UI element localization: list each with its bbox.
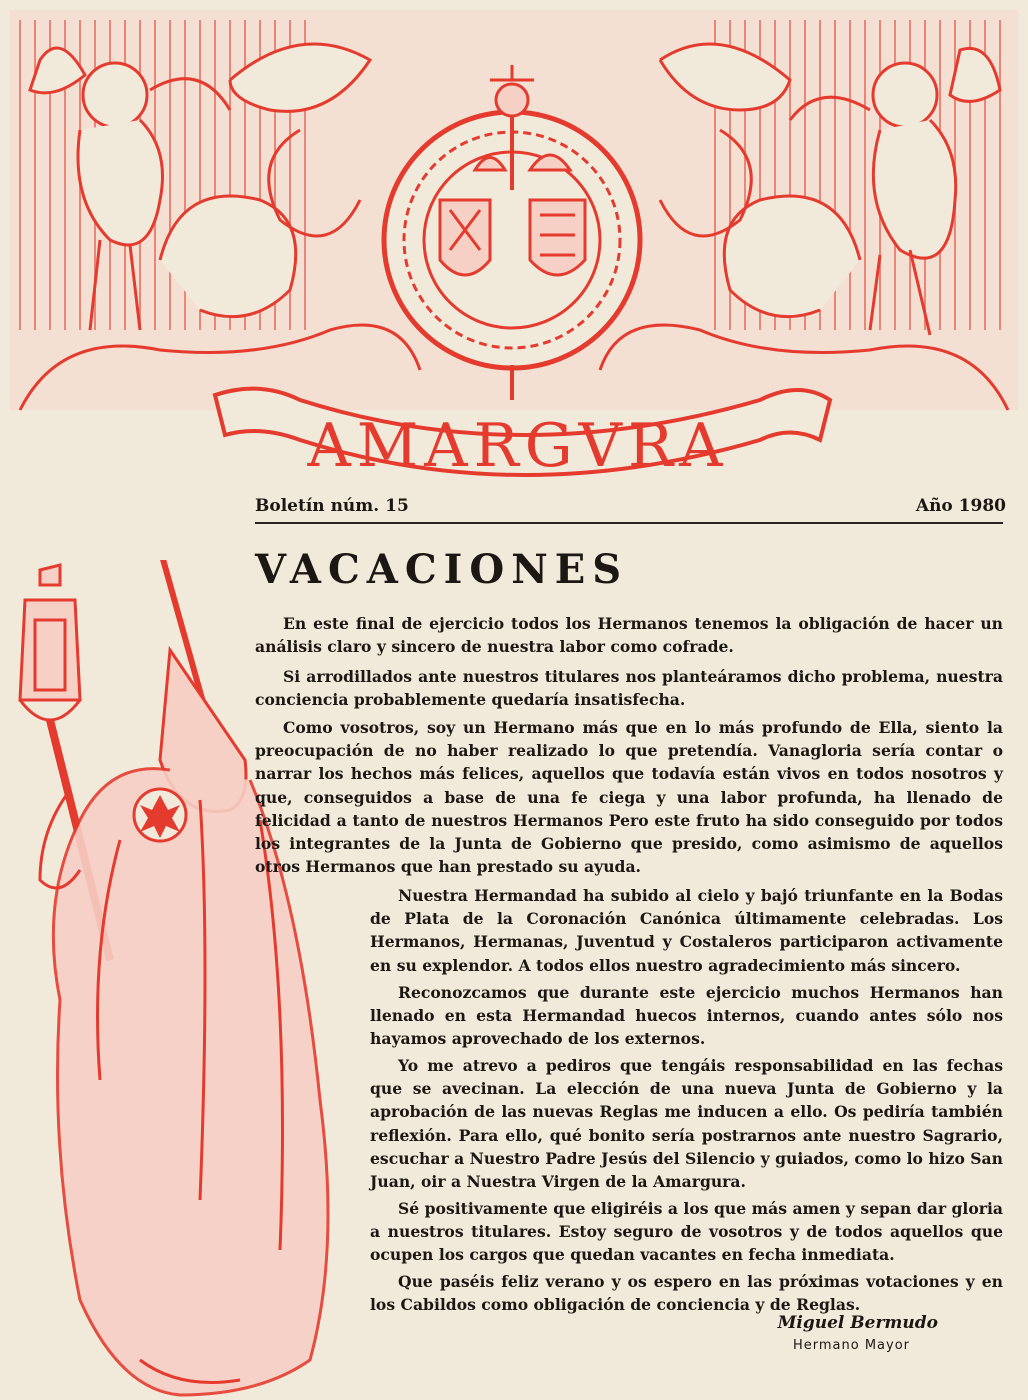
issue-year: Año 1980: [915, 496, 1006, 516]
article-paragraph: Reconozcamos que durante este ejercicio muchos Hermanos han llenado en esta Hermandad huecos internos, cuando antes sólo nos hayamos aprovechado de los externos.: [370, 983, 1003, 1049]
article-paragraph: En este final de ejercicio todos los Hermanos tenemos la obligación de hacer un análisis claro y sincero de nuestra labor como cofrade.: [255, 614, 1003, 657]
article-paragraph: Yo me atrevo a pediros que tengáis responsabilidad en las fechas que se avecinan. La elección de una nueva Junta de Gobierno y la aprobación de las nuevas Reglas me inducen a ello. Os pediría también reflexión. Para ello, qué bonito sería postrarnos ante nuestro Sagrario, escuchar a Nuestro Padre Jesús del Silencio y guiados, como lo hizo San Juan, oir a Nuestra Virgen de la Amargura.: [370, 1056, 1003, 1192]
banner-title: AMARGVRA: [307, 411, 729, 480]
article-paragraph: Nuestra Hermandad ha subido al cielo y bajó triunfante en la Bodas de Plata de la Coronación Canónica últimamente celebradas. Los Hermanos, Hermanas, Juventud y Costaleros participaron activamente en su explendor. A todos ellos nuestro agradecimiento más sincero.: [370, 886, 1003, 975]
article-paragraph: Que paséis feliz verano y os espero en las próximas votaciones y en los Cabildos como obligación de conciencia y de Reglas.: [370, 1272, 1003, 1315]
masthead-illustration: [0, 0, 1028, 480]
issue-number: Boletín núm. 15: [255, 496, 409, 516]
maltese-cross-icon: [134, 789, 186, 841]
signature-name: Miguel Bermudo: [777, 1313, 938, 1333]
article-paragraph: Como vosotros, soy un Hermano más que en lo más profundo de Ella, siento la preocupación de no haber realizado lo que pretendía. Vanagloria sería contar o narrar los hechos más felices, aquellos que todavía están vivos en todos nosotros y que, conseguidos a base de una fe ciega y una labor profunda, ha llenado de felicidad a tanto de nuestros Hermanos Pero este fruto ha sido conseguido por todos los integrantes de la Junta de Gobierno que presido, como asimismo de aquellos otros Hermanos que han prestado su ayuda.: [255, 718, 1003, 877]
signature-role: Hermano Mayor: [792, 1338, 910, 1353]
article-paragraph: Si arrodillados ante nuestros titulares nos planteáramos dicho problema, nuestra conciencia probablemente quedaría insatisfecha.: [255, 667, 1003, 710]
header-rule: [255, 522, 1003, 524]
article-title: VACACIONES: [255, 546, 629, 593]
article-paragraph: Sé positivamente que eligiréis a los que más amen y sepan dar gloria a nuestros titulares. Estoy seguro de vosotros y de todos aquellos que ocupen los cargos que quedan vacantes en fecha inmediata.: [370, 1199, 1003, 1265]
